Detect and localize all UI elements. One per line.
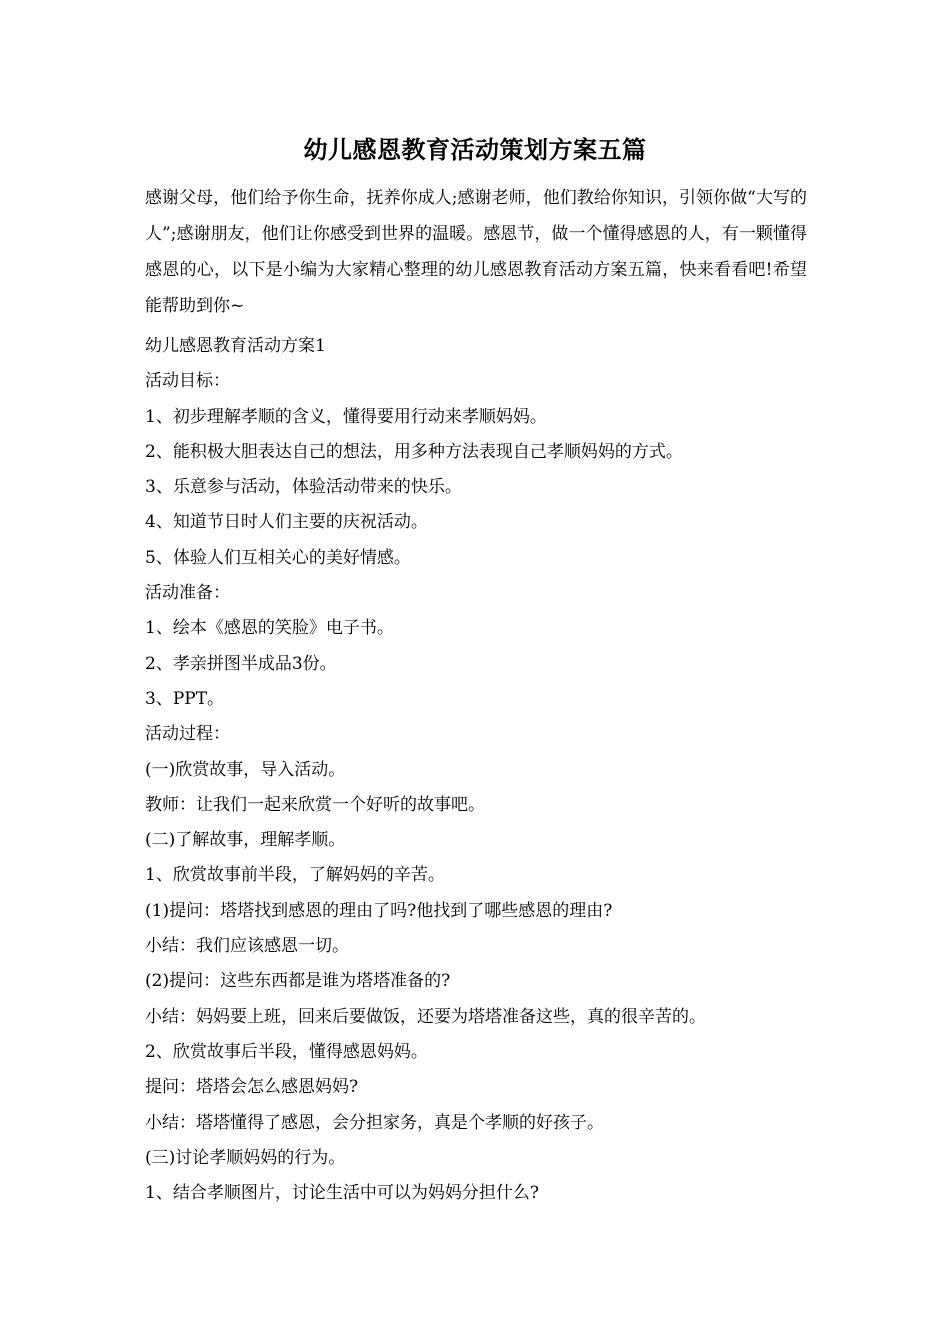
- body-line: 1、绘本《感恩的笑脸》电子书。: [145, 618, 394, 639]
- body-line: 4、知道节日时人们主要的庆祝活动。: [145, 512, 428, 533]
- intro-paragraph: 感谢父母，他们给予你生命，抚养你成人;感谢老师，他们教给你知识，引领你做“大写的人”;感谢朋友，他们让你感受到世界的温暖。感恩节，做一个懂得感恩的人，有一颗懂得感恩的心，以下是小编为大家精心整理的幼儿感恩教育活动方案五篇，快来看看吧!希望能帮助到你~: [145, 188, 807, 316]
- body-line: 2、孝亲拼图半成品3份。: [145, 653, 337, 674]
- body-line: 2、欣赏故事后半段，懂得感恩妈妈。: [145, 1041, 428, 1062]
- body-line: 5、体验人们互相关心的美好情感。: [145, 547, 411, 568]
- body-line: 活动准备：: [145, 583, 230, 604]
- body-line: 小结：妈妈要上班，回来后要做饭，还要为塔塔准备这些，真的很辛苦的。: [145, 1006, 706, 1027]
- body-line: 活动目标：: [145, 371, 230, 392]
- body-line: 3、乐意参与活动，体验活动带来的快乐。: [145, 477, 462, 498]
- body-line: (二)了解故事，理解孝顺。: [145, 830, 346, 851]
- body-line: 提问：塔塔会怎么感恩妈妈?: [145, 1077, 359, 1098]
- body-line: (1)提问：塔塔找到感恩的理由了吗?他找到了哪些感恩的理由?: [145, 900, 613, 921]
- body-line: (2)提问：这些东西都是谁为塔塔准备的?: [145, 971, 451, 992]
- body-line: 1、结合孝顺图片，讨论生活中可以为妈妈分担什么?: [145, 1183, 539, 1204]
- body-line: 教师：让我们一起来欣赏一个好听的故事吧。: [145, 794, 485, 815]
- body-line: 3、PPT。: [145, 688, 225, 709]
- body-line: 小结：塔塔懂得了感恩，会分担家务，真是个孝顺的好孩子。: [145, 1112, 604, 1133]
- body-line: (三)讨论孝顺妈妈的行为。: [145, 1147, 346, 1168]
- body-lines: [145, 329, 807, 1211]
- document-title: 幼儿感恩教育活动策划方案五篇: [303, 135, 647, 164]
- body-line: 幼儿感恩教育活动方案1: [145, 336, 326, 356]
- body-line: (一)欣赏故事，导入活动。: [145, 759, 346, 780]
- body-line: 1、欣赏故事前半段，了解妈妈的辛苦。: [145, 865, 445, 886]
- body-line: 2、能积极大胆表达自己的想法，用多种方法表现自己孝顺妈妈的方式。: [145, 441, 683, 462]
- body-line: 1、初步理解孝顺的含义，懂得要用行动来孝顺妈妈。: [145, 406, 547, 427]
- body-line: 小结：我们应该感恩一切。: [145, 936, 349, 957]
- body-line: 活动过程：: [145, 724, 230, 745]
